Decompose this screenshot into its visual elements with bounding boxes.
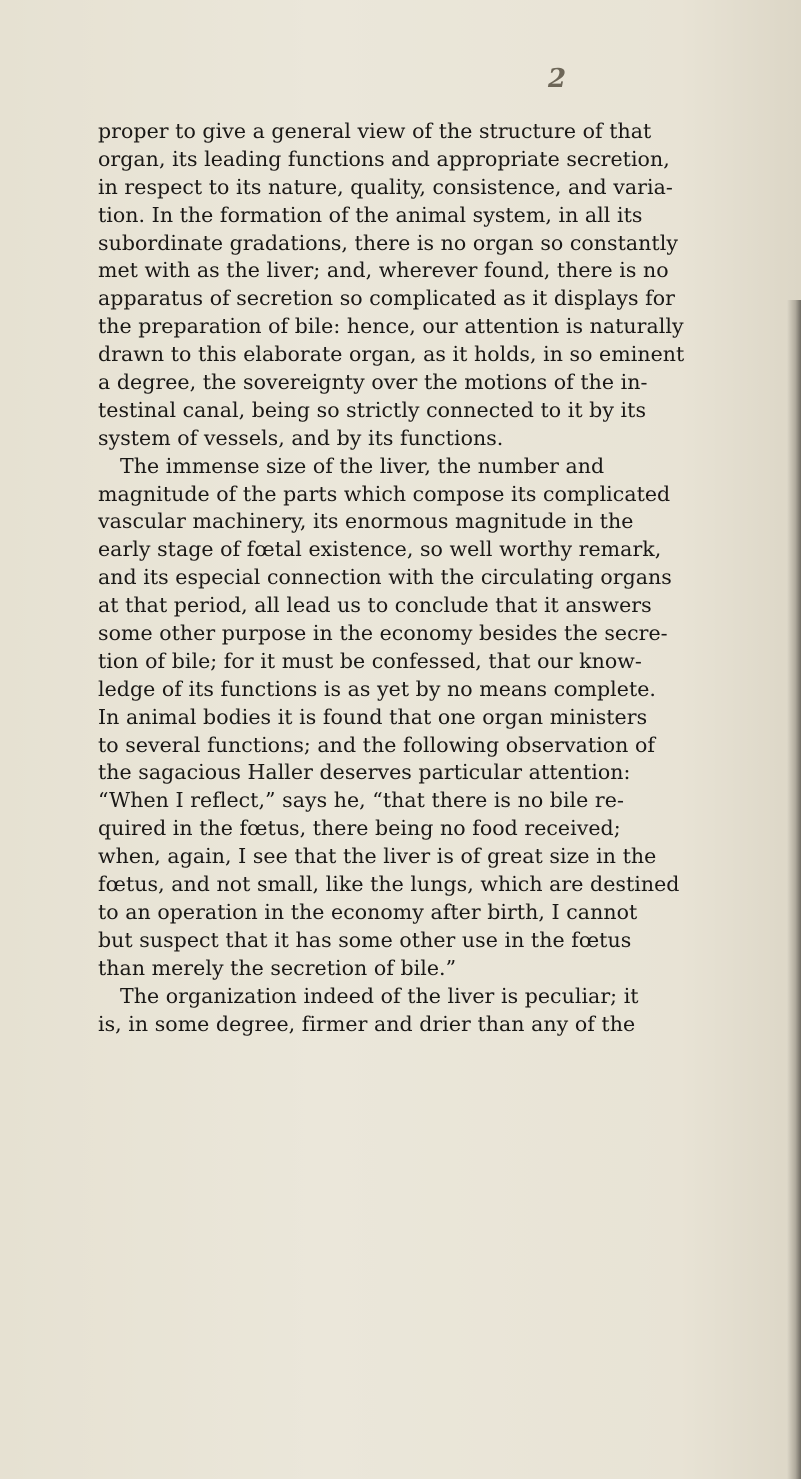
text-line: to an operation in the economy after birth, I cannot <box>98 899 638 924</box>
text-line: some other purpose in the economy besides the secre- <box>98 621 668 646</box>
body-text <box>98 118 798 1038</box>
text-line: met with as the liver; and, wherever found, there is no <box>98 258 669 283</box>
text-line: system of vessels, and by its functions. <box>98 425 504 450</box>
text-line: testinal canal, being so strictly connected to it by its <box>98 397 647 422</box>
text-line: organ, its leading functions and appropriate secretion, <box>98 146 670 171</box>
text-line: when, again, I see that the liver is of great size in the <box>98 844 657 869</box>
text-line: at that period, all lead us to conclude that it answers <box>98 593 652 618</box>
text-line: magnitude of the parts which compose its complicated <box>98 481 671 506</box>
text-line: apparatus of secretion so complicated as it displays for <box>98 286 675 311</box>
text-line: subordinate gradations, there is no organ so constantly <box>98 230 678 255</box>
text-line: the preparation of bile: hence, our attention is naturally <box>98 314 684 339</box>
text-line: fœtus, and not small, like the lungs, which are destined <box>98 872 680 897</box>
text-line: and its especial connection with the circulating organs <box>98 565 672 590</box>
text-line: The organization indeed of the liver is peculiar; it <box>120 983 639 1008</box>
text-line: proper to give a general view of the structure of that <box>98 119 652 143</box>
text-line: to several functions; and the following observation of <box>98 732 656 757</box>
text-line: quired in the fœtus, there being no food received; <box>98 816 621 841</box>
text-line: The immense size of the liver, the number and <box>120 453 605 478</box>
text-line: ledge of its functions is as yet by no means complete. <box>98 676 657 701</box>
text-line: In animal bodies it is found that one organ ministers <box>98 704 648 729</box>
text-line: but suspect that it has some other use in the fœtus <box>98 927 632 952</box>
page-number: 2 <box>548 64 567 94</box>
text-line: the sagacious Haller deserves particular attention: <box>98 760 631 785</box>
text-line: a degree, the sovereignty over the motions of the in- <box>98 370 648 395</box>
text-line: in respect to its nature, quality, consistence, and varia- <box>98 174 673 199</box>
text-line: tion of bile; for it must be confessed, that our know- <box>98 648 642 673</box>
text-line: vascular machinery, its enormous magnitude in the <box>98 509 634 534</box>
text-line: tion. In the formation of the animal system, in all its <box>98 202 643 227</box>
text-line: is, in some degree, firmer and drier than any of the <box>98 1011 636 1036</box>
text-line: early stage of fœtal existence, so well worthy remark, <box>98 537 662 562</box>
text-line: than merely the secretion of bile.” <box>98 955 457 980</box>
text-line: drawn to this elaborate organ, as it holds, in so eminent <box>98 342 685 367</box>
text-line: “When I reflect,” says he, “that there is no bile re- <box>98 788 624 813</box>
